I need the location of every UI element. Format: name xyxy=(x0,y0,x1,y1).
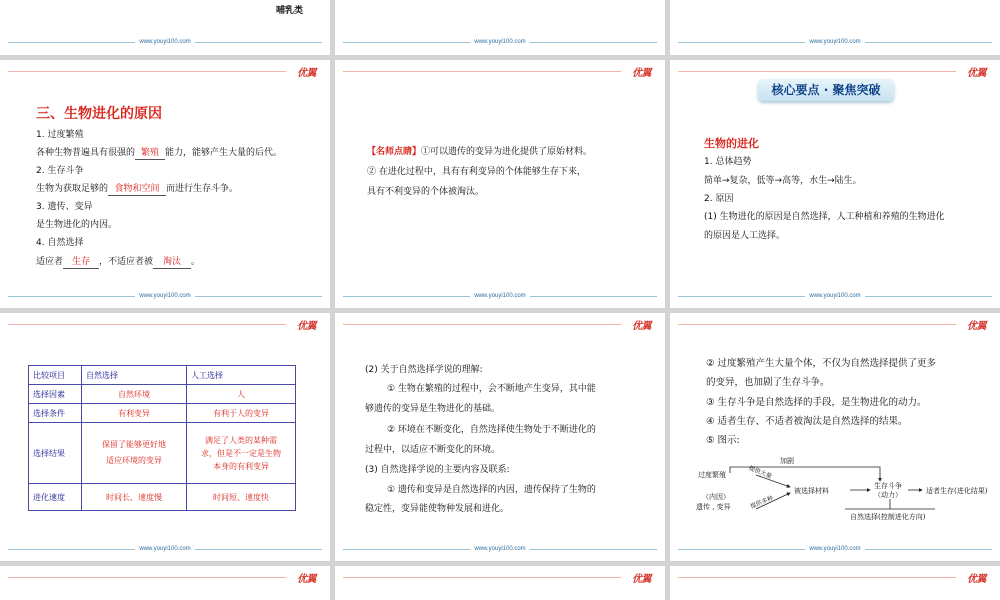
section-badge: 核心要点 · 聚焦突破 xyxy=(758,79,894,101)
slide-6[interactable] xyxy=(670,60,1000,308)
diagram-label: 被选择材料 xyxy=(794,487,829,495)
footer-url: www.youyi100.com xyxy=(670,39,1000,45)
table-cell: 有利变异 xyxy=(82,404,187,423)
table-cell: 满足了人类的某种需 求，但是不一定是生物 本身的有利变异 xyxy=(187,423,296,484)
footer-url: www.youyi100.com xyxy=(335,546,665,552)
logo-divider xyxy=(8,577,286,578)
text-line: ② 过度繁殖产生大量个体，不仅为自然选择提供了更多 xyxy=(706,358,937,369)
text-line: ② 在进化过程中，具有有利变异的个体能够生存下来， xyxy=(367,167,586,177)
brand-logo: 优翼 xyxy=(967,321,986,332)
slide-5[interactable] xyxy=(335,60,665,308)
logo-divider xyxy=(8,71,286,72)
table-header: 比较项目 xyxy=(29,366,82,385)
diagram-lines xyxy=(690,443,980,523)
logo-divider xyxy=(678,577,956,578)
footer-url: www.youyi100.com xyxy=(335,39,665,45)
slide-10[interactable] xyxy=(0,566,330,600)
footer-url: www.youyi100.com xyxy=(0,293,330,299)
diagram-label: 提供多种 xyxy=(749,494,775,511)
row-label: 选择条件 xyxy=(29,404,82,423)
text-line: ④ 适者生存、不适者被淘汰是自然选择的结果。 xyxy=(706,416,908,427)
table-cell: 时间长、速度慢 xyxy=(82,484,187,511)
table-cell: 人 xyxy=(187,385,296,404)
answer-fill: 淘汰 xyxy=(153,256,191,269)
evolution-diagram xyxy=(690,443,988,523)
slide-12[interactable] xyxy=(670,566,1000,600)
logo-divider xyxy=(343,324,621,325)
brand-logo: 优翼 xyxy=(632,574,651,585)
answer-fill: 食物和空间 xyxy=(108,183,166,196)
text-line: 2. 生存斗争 xyxy=(36,166,84,176)
comparison-table xyxy=(28,365,296,511)
diagram-label: 加剧 xyxy=(780,457,794,465)
brand-logo: 优翼 xyxy=(297,321,316,332)
diagram-label: （内因） xyxy=(702,493,730,501)
logo-divider xyxy=(8,324,286,325)
text-line: ① 生物在繁殖的过程中，会不断地产生变异，其中能 xyxy=(387,384,596,394)
text-line: 的变异，也加剧了生存斗争。 xyxy=(706,377,830,388)
text-line: 4. 自然选择 xyxy=(36,238,84,248)
answer-fill: 生存 xyxy=(63,256,99,269)
footer-url: www.youyi100.com xyxy=(0,39,330,45)
diagram-label: 生存斗争 xyxy=(874,482,902,490)
brand-logo: 优翼 xyxy=(297,574,316,585)
slide-1[interactable] xyxy=(0,0,330,55)
diagram-label: （动力） xyxy=(874,491,902,499)
brand-logo: 优翼 xyxy=(297,68,316,79)
text-line: 3. 遗传、变异 xyxy=(36,202,93,212)
table-row xyxy=(29,423,296,484)
tip-tag: 【名师点睛】 xyxy=(367,147,422,157)
text-line: 生物为获取足够的 食物和空间 而进行生存斗争。 xyxy=(36,184,239,194)
brand-logo: 优翼 xyxy=(967,68,986,79)
brand-logo: 优翼 xyxy=(632,321,651,332)
brand-logo: 优翼 xyxy=(632,68,651,79)
table-cell: 自然环境 xyxy=(82,385,187,404)
text-line: 适应者 生存 ，不适应者被 淘汰 。 xyxy=(36,257,201,267)
row-label: 选择结果 xyxy=(29,423,82,484)
slide-1-text: 哺乳类 xyxy=(276,6,304,16)
footer-url: www.youyi100.com xyxy=(0,546,330,552)
slide-8[interactable] xyxy=(335,313,665,561)
diagram-label: 遗传 , 变异 xyxy=(696,503,731,511)
footer-url: www.youyi100.com xyxy=(670,546,1000,552)
text-line: 具有不利变异的个体被淘汰。 xyxy=(367,187,485,197)
slide-11[interactable] xyxy=(335,566,665,600)
section-heading: 三、生物进化的原因 xyxy=(36,106,162,122)
text-line: ② 环境在不断变化，自然选择使生物处于不断进化的 xyxy=(387,425,596,435)
table-row xyxy=(29,385,296,404)
text-line: 稳定性，变异能使物种发展和进化。 xyxy=(365,504,510,514)
diagram-label: 适者生存(进化结果) xyxy=(926,487,988,495)
table-cell: 有利于人的变异 xyxy=(187,404,296,423)
slide-3[interactable] xyxy=(670,0,1000,55)
section-heading: 生物的进化 xyxy=(704,137,759,150)
brand-logo: 优翼 xyxy=(967,574,986,585)
text-line: ⑤ 图示: xyxy=(706,435,740,446)
text-line: (3) 自然选择学说的主要内容及联系: xyxy=(365,465,510,475)
row-label: 选择因素 xyxy=(29,385,82,404)
logo-divider xyxy=(678,324,956,325)
logo-divider xyxy=(343,71,621,72)
footer-url: www.youyi100.com xyxy=(670,293,1000,299)
text-line: 过程中，以适应不断变化的环境。 xyxy=(365,445,501,455)
table-header-row xyxy=(29,366,296,385)
text-line: 2. 原因 xyxy=(704,194,734,204)
table-header: 自然选择 xyxy=(82,366,187,385)
text-line: 简单→复杂，低等→高等，水生→陆生。 xyxy=(704,176,862,186)
text-line: 【名师点睛】①可以遗传的变异为进化提供了原始材料。 xyxy=(367,147,593,157)
diagram-label: 自然选择(控制进化方向) xyxy=(850,513,926,521)
text-line: 1. 总体趋势 xyxy=(704,157,752,167)
text-line: (2) 关于自然选择学说的理解: xyxy=(365,365,483,375)
text-line: (1) 生物进化的原因是自然选择，人工种植和养殖的生物进化 xyxy=(704,212,945,222)
text-line: 1. 过度繁殖 xyxy=(36,130,84,140)
text-line: 各种生物普遍具有很强的 繁殖 能力，能够产生大量的后代。 xyxy=(36,148,283,158)
logo-divider xyxy=(343,577,621,578)
table-row xyxy=(29,404,296,423)
table-row xyxy=(29,484,296,511)
slide-7[interactable] xyxy=(0,313,330,561)
footer-url: www.youyi100.com xyxy=(335,293,665,299)
text-line: 的原因是人工选择。 xyxy=(704,231,786,241)
slide-4[interactable] xyxy=(0,60,330,308)
table-cell: 保留了能够更好地 适应环境的变异 xyxy=(82,423,187,484)
table-header: 人工选择 xyxy=(187,366,296,385)
text-line: ① 遗传和变异是自然选择的内因，遗传保持了生物的 xyxy=(387,485,596,495)
text-line: ③ 生存斗争是自然选择的手段，是生物进化的动力。 xyxy=(706,397,927,408)
table-cell: 时间短、速度快 xyxy=(187,484,296,511)
diagram-label: 提供大量 xyxy=(747,464,773,481)
answer-fill: 繁殖 xyxy=(135,147,165,160)
logo-divider xyxy=(678,71,956,72)
diagram-label: 过度繁殖 xyxy=(698,471,726,479)
slide-2[interactable] xyxy=(335,0,665,55)
text-line: 够遗传的变异是生物进化的基础。 xyxy=(365,404,501,414)
row-label: 进化速度 xyxy=(29,484,82,511)
text-line: 是生物进化的内因。 xyxy=(36,220,118,230)
slide-9[interactable] xyxy=(670,313,1000,561)
